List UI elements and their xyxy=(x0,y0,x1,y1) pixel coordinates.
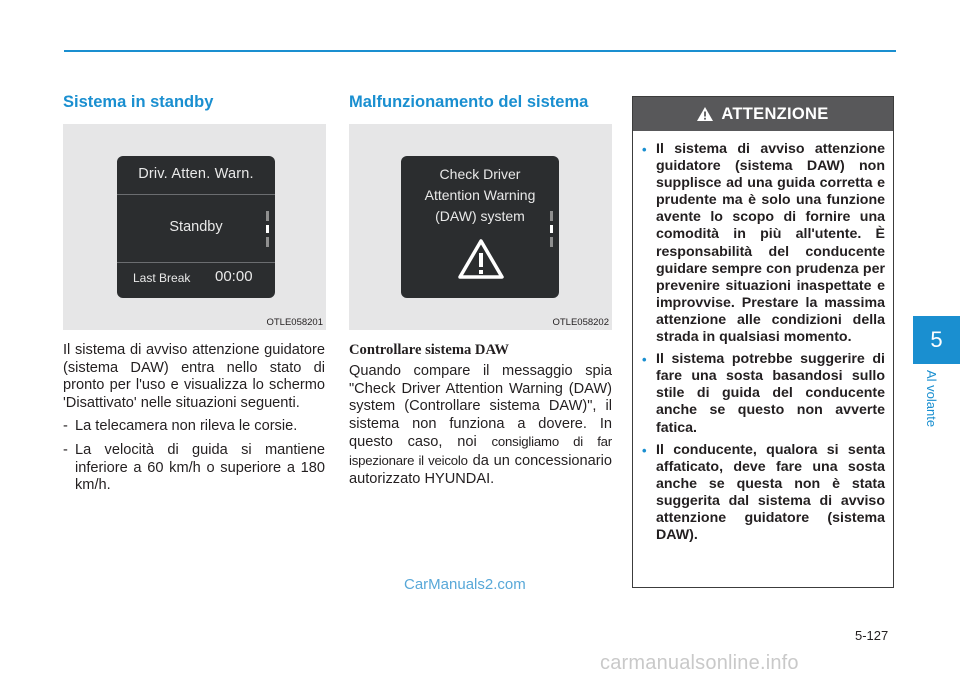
malfunction-text xyxy=(349,363,612,488)
scroll-indicator xyxy=(550,211,553,247)
last-break-value: 00:00 xyxy=(215,268,253,285)
standby-text xyxy=(63,342,325,495)
figure-code: OTLE058202 xyxy=(552,317,609,328)
warning-item: • Il conducente, qualora si senta affaticato, deve fare una sosta anche se questa non è stata suggerita dal sistema di avviso attenzione guidatore (sistema DAW). xyxy=(642,441,885,544)
malfunction-paragraph: Quando compare il messaggio spia "Check Driver Attention Warning (DAW) system (Controllare sistema DAW)", il sistema non funziona a dovere. In questo caso, noi xyxy=(349,363,612,451)
display-divider-2 xyxy=(117,262,275,263)
scroll-indicator xyxy=(266,211,269,247)
malfunction-heading: Malfunzionamento del sistema xyxy=(349,93,589,111)
warning-item: • Il sistema potrebbe suggerire di fare una sosta basandosi sullo stile di guida del conducente anche se questo non avverte fatica. xyxy=(642,351,885,436)
standby-display xyxy=(117,156,275,298)
warning-box xyxy=(632,96,894,588)
warning-triangle-icon xyxy=(457,238,505,280)
display-line-2: Attention Warning xyxy=(424,187,536,203)
malfunction-display xyxy=(401,156,559,298)
warning-icon xyxy=(697,107,713,121)
warning-item: • Il sistema di avviso attenzione guidatore (sistema DAW) non supplisce ad una guida corretta e prudente ma è solo una funzione avente lo scopo di fornire una comodità in più all'utente. È responsabilità del conducente guidare sempre con prudenza per prevenire situazioni inaspettate e improvvise. Prestare la massima attenzione alle condizioni della strada in qualsiasi momento. xyxy=(642,141,885,346)
malfunction-paragraph-end: da un concessionario autorizzato HYUNDAI. xyxy=(349,452,613,487)
standby-paragraph: Il sistema di avviso attenzione guidatore (sistema DAW) entra nello stato di pronto per l'uso e visualizza lo schermo 'Disattivato' nelle situazioni seguenti. xyxy=(63,342,325,411)
display-line-1: Check Driver xyxy=(439,166,521,182)
warning-header xyxy=(633,97,893,131)
display-divider xyxy=(117,194,275,195)
figure-code: OTLE058201 xyxy=(266,317,323,328)
warning-list xyxy=(633,141,893,544)
watermark: CarManuals2.com xyxy=(404,576,526,593)
display-status: Standby xyxy=(169,219,223,235)
warning-title: ATTENZIONE xyxy=(721,104,829,123)
footer-watermark: carmanualsonline.info xyxy=(600,652,799,674)
list-item: - La telecamera non rileva le corsie. xyxy=(63,418,298,435)
last-break-label: Last Break xyxy=(133,271,191,285)
display-title: Driv. Atten. Warn. xyxy=(138,166,254,182)
header-rule xyxy=(64,50,896,52)
display-line-3: (DAW) system xyxy=(435,208,525,224)
standby-heading: Sistema in standby xyxy=(63,93,214,111)
check-daw-subheading: Controllare sistema DAW xyxy=(349,342,509,358)
chapter-title: Al volante xyxy=(924,370,939,428)
malfunction-figure xyxy=(349,124,612,330)
chapter-tab: 5 xyxy=(913,316,960,364)
standby-figure xyxy=(63,124,326,330)
page-number: 5-127 xyxy=(855,628,889,643)
malfunction-paragraph-condensed: consigliamo di far ispezionare il veicolo xyxy=(349,434,612,468)
list-item: - La velocità di guida si mantiene inferiore a 60 km/h o superiore a 180 km/h. xyxy=(63,441,325,494)
